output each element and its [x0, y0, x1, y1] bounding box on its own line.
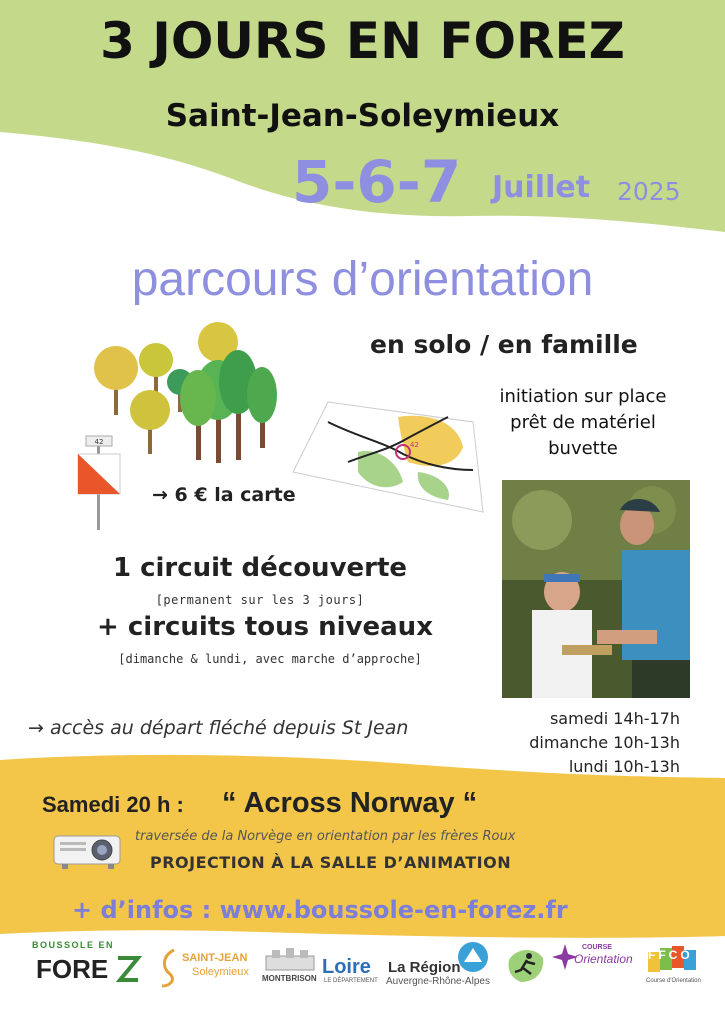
orienteering-photo [502, 480, 690, 698]
loire-logo-text: Loire [322, 956, 371, 978]
region-logo-icon [456, 940, 490, 974]
montbrison-logo-text: MONTBRISON [262, 974, 317, 983]
montbrison-logo-icon [262, 946, 318, 972]
service-item: initiation sur place [499, 386, 667, 407]
circuit-discovery-note: [permanent sur les 3 jours] [155, 593, 365, 607]
date-year: 2025 [617, 177, 681, 206]
region-logo-text: La Région [388, 959, 461, 976]
ffco-logo-subtext: Course d'Orientation [646, 978, 701, 984]
schedule-item: lundi 10h-13h [568, 757, 680, 776]
evening-description: traversée de la Norvège en orientation par les frères Roux [135, 829, 516, 844]
service-item: prêt de matériel [510, 412, 656, 433]
saint-jean-logo-line2: Soleymieux [192, 966, 249, 978]
tree-icon [130, 390, 170, 454]
tree-icon [139, 343, 173, 395]
poster-subtitle: Saint-Jean-Soleymieux [165, 98, 560, 134]
info-link[interactable]: + d’infos : www.boussole-en-forez.fr [72, 896, 568, 924]
schedule-list [506, 707, 696, 779]
poster-title: 3 JOURS EN FOREZ [100, 12, 625, 70]
circuit-discovery: 1 circuit découverte [112, 553, 408, 583]
ffco-logo-text: FFCO [648, 948, 693, 962]
date-month: Juillet [492, 170, 591, 205]
circuit-all-levels: + circuits tous niveaux [97, 612, 433, 642]
schedule-item: dimanche 10h-13h [529, 733, 680, 752]
partner-logos [0, 934, 725, 1024]
evening-label: Samedi 20 h : [42, 792, 184, 817]
projector-icon [50, 826, 128, 872]
circuit-all-levels-note: [dimanche & lundi, avec marche d’approche] [118, 652, 422, 666]
course-logo-line2: Orientation [574, 952, 633, 966]
orientation-flag-icon [70, 432, 130, 532]
schedule-item: samedi 14h-17h [549, 709, 680, 728]
loire-logo-subtext: LE DÉPARTEMENT [324, 978, 378, 984]
orienteering-map [288, 392, 488, 517]
tree-icon [247, 367, 277, 448]
map-control-number: 42 [410, 441, 419, 449]
activity-title: parcours d’orientation [131, 253, 594, 306]
boussole-logo-main: FORE [36, 954, 109, 984]
flag-number: 42 [94, 438, 104, 446]
tree-icon [180, 370, 216, 460]
price-text: → 6 € la carte [152, 484, 296, 506]
runner-logo-icon [505, 942, 547, 988]
evening-title: “ Across Norway “ [222, 787, 478, 819]
region-logo-subtext: Auvergne-Rhône-Alpes [386, 976, 490, 987]
boussole-logo-top: BOUSSOLE EN [32, 940, 115, 950]
services-list [478, 384, 688, 462]
date-days: 5-6-7 [292, 148, 462, 216]
service-item: buvette [548, 438, 618, 459]
access-text: → accès au départ fléché depuis St Jean [28, 717, 409, 739]
audience-text: en solo / en famille [370, 330, 638, 359]
course-logo-line1: COURSE [582, 944, 612, 951]
saint-jean-logo-line1: SAINT-JEAN [182, 952, 248, 964]
saint-jean-logo-icon [160, 948, 180, 988]
compass-z-icon [114, 954, 142, 984]
evening-venue: PROJECTION À LA SALLE D’ANIMATION [150, 853, 512, 872]
